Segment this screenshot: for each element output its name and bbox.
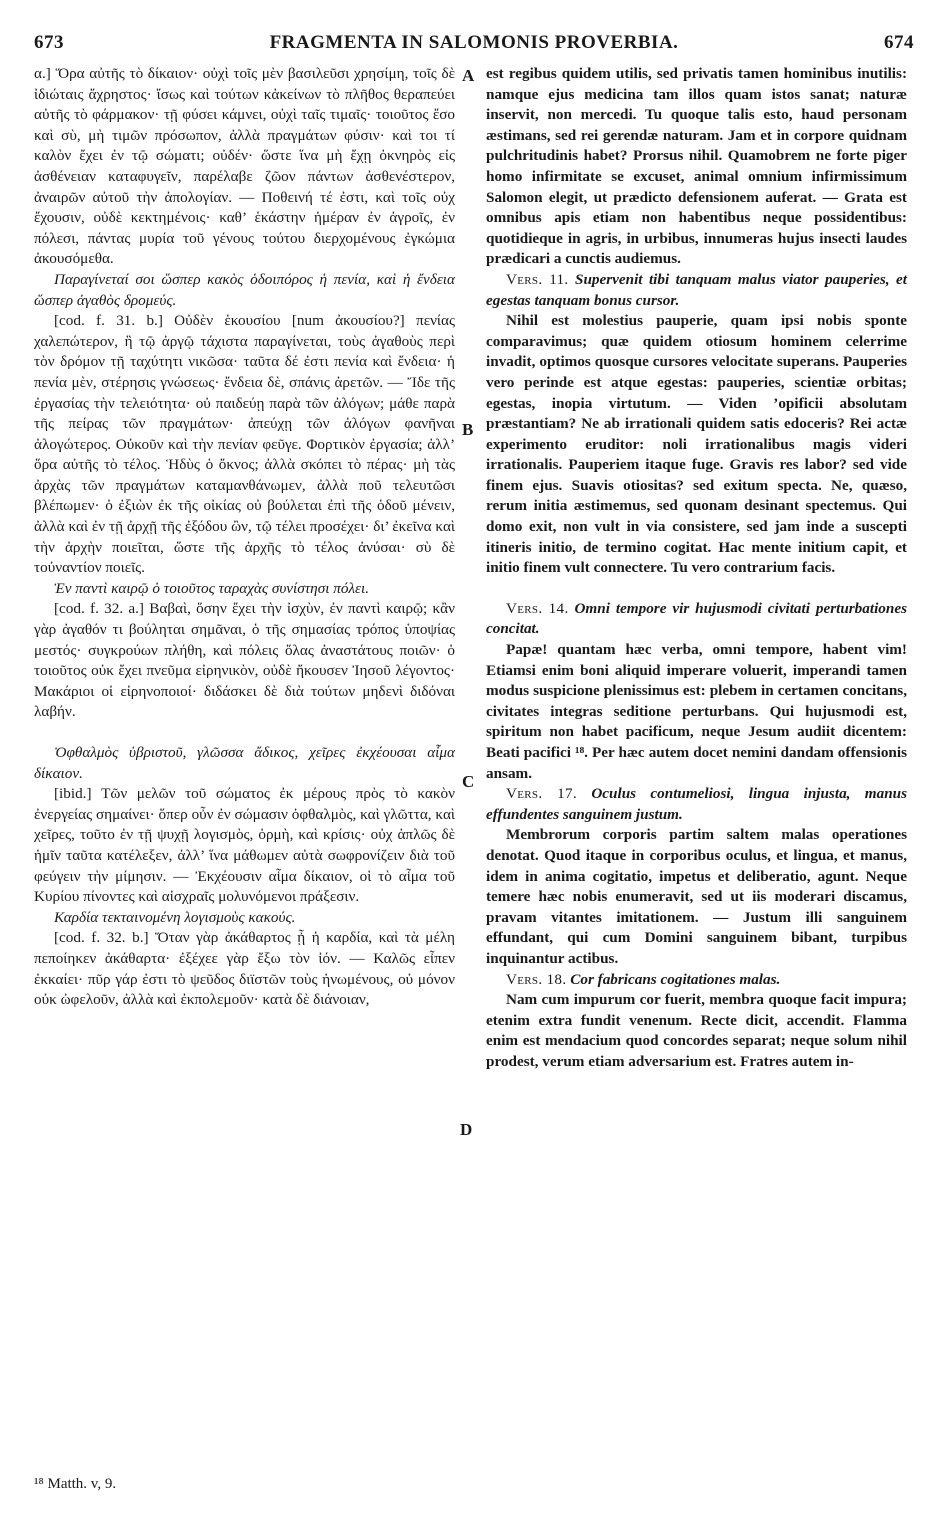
lemma-heading: Ἐν παντὶ καιρῷ ὁ τοιοῦτος ταραχὰς συνίστησι πόλει. [54,579,370,597]
verse-heading [486,599,907,640]
verse-heading [486,270,907,311]
paragraph: Papæ! quantam hæc verba, omni tempore, habent vim! Etiamsi enim boni aliquid imperare voluerit, imperandi tamen modus suspicione plenissimus est: plebem in certamen concitans, civitates integras seditione perturbans. Qui hujusmodi est, spiritum non habet pacificum, neque Jesum audiit dicentem: Beati pacifici ¹⁸. Per hæc autem docet nemini dandam offensionis ansam. [486,641,907,782]
verse-text: Supervenit tibi tanquam malus viator pauperies, et egestas tanquam bonus cursor. [486,270,908,309]
paragraph: [cod. f. 32. a.] Βαβαὶ, ὅσην ἔχει τὴν ἰσχὺν, ἐν παντὶ καιρῷ; κἂν γὰρ ἀγαθόν τι βούληται σημᾶναι, ὁ τῆς σημασίας τρόπος ὑποψίας μεστός· συγκρούων πλήθη, καὶ πόλεις ὅλας ἀναστάτους ποιῶν· ὁ τοιοῦτος οὐκ ἔχει πνεῦμα εἰρηνικὸν, οὐδὲ ἤκουσεν Ἰησοῦ λέγοντος· Μακάριοι οἱ εἰρηνοποιοί· διδάσκει δὲ διὰ τούτων μηδενὶ διδόναι λαβήν. [34,600,455,721]
lemma-heading: Παραγίνεταί σοι ὥσπερ κακὸς ὁδοιπόρος ἡ πενία, καὶ ἡ ἔνδεια ὥσπερ ἀγαθὸς δρομεύς. [34,270,455,309]
verse-number: Vers. 11. [506,270,569,288]
paragraph: Nihil est molestius pauperie, quam ipsi nobis sponte comparavimus; quæ quidem otiosum hominem celerrime invadit, optimos quosque cursores velocitate superans. Pauperies vero perinde est atque egestas: pauperies, scientiæ orbitas; egestas, inopia virtutum. — Viden ’opificii absolutam præstantiam? Ne ab irrationali quidem satis edoceris? Rei actæ experimento eruditor: noli irrationalibus magis videri irrationalis. Pauperiem itaque fuge. Gravis res labor? sed vide finem ejus. Suavis otiositas? sed exitum specta. Ne, quæso, rerum initia æstimemus, sed quonam desinant spectemus. Qui domo exit, non vult in via consistere, sed jam inde a suscepti itineris initio, de termino cogitat. Hac mente initium capit, et initio finem vult connectere. Tu vero contrarium facis. [486,312,907,577]
lemma-heading: Καρδία τεκταινομένη λογισμοὺς κακούς. [54,908,296,926]
section-marker-a: A [462,66,475,85]
paragraph: [cod. f. 31. b.] Οὐδὲν ἑκουσίου [num ἀκουσίου?] πενίας χαλεπώτερον, ἣ τῷ ἀργῷ τάχιστα παραγίνεται, τοὺς ἀγαθοὺς περὶ τὸν δρόμον τῇ ταχύτητι νικῶσα· ταῦτα δέ ἐστι πενία καὶ ἔνδεια· ἡ πενία μὲν, στέρησις γνώσεως· ἔνδεια δὲ, σπάνις ἀρετῶν. — Ἴδε τῆς ἐργασίας τὴν τελειότητα· οὐ παιδεύῃ παρὰ τῶν ἀλόγων; μάθε παρὰ τῆς πείρας τῶν πραγμάτων· ἀπεύχῃ τῶν ἀλόγων φανῆναι ἀλογώτερος. Οὐκοῦν καὶ τὴν πενίαν φεῦγε. Φορτικὸν ἐργασία; ἀλλ’ ὅρα αὐτῆς τὸ τέλος. Ἡδὺς ὁ ὄκνος; ἀλλὰ σκόπει τὸ πέρας· μὴ τὰς ἀρχὰς τῶν πραγμάτων καταμανθάνωμεν, ἀλλὰ ποῦ τελευτῶσι βλέπωμεν· ὁ ἐξιὼν ἐκ τῆς οἰκίας οὐ βούλεται ἐπὶ τῆς ὁδοῦ μένειν, ἀλλὰ καὶ ἐν τῇ ἀρχῇ τῆς ἐξόδου ὢν, τῷ τέλει προσέχει· δι’ ἐκεῖνα καὶ τὴν ἀρχὴν ποιεῖται, ὥστε τῆς ἀρχῆς τὸ τέλος ἀνύσαι· σὺ δὲ τοὐναντίον ποιεῖς. [34,312,455,577]
page-number-left: 673 [34,32,64,53]
verse-number: Vers. 18. [506,970,567,988]
verse-text: Omni tempore vir hujusmodi civitati perturbationes concitat. [486,599,908,638]
section-marker-c: C [462,772,475,791]
spacer [486,579,907,599]
paragraph: [cod. f. 32. b.] Ὅταν γὰρ ἀκάθαρτος ᾖ ἡ καρδία, καὶ τὰ μέλη πεποίηκεν ἀκάθαρτα· ἐξέχεε γὰρ ἔξω τὸν ἰόν. — Καλῶς εἶπεν ἐκκαίει· πῦρ γάρ ἐστι τὸ ψεῦδος διϊστῶν τοὺς ἡνωμένους, οὐ μόνον οὐκ ὠφελοῦν, ἀλλὰ καὶ ἐκπολεμοῦν· κατὰ δὲ διάνοιαν, [34,929,455,1009]
paragraph: Nam cum impurum cor fuerit, membra quoque facit impura; etenim extra fundit venenum. Recte dicit, accendit. Flamma enim est mendacium quod concordes separat; neque solum nihil prodest, verum etiam adversarium est. Fratres autem in- [486,991,907,1070]
paragraph: [ibid.] Τῶν μελῶν τοῦ σώματος ἐκ μέρους πρὸς τὸ κακὸν ἐνεργείας σημαίνει· ὅπερ οὖν ἐν σώμασιν ὀφθαλμὸς, καὶ γλῶττα, καὶ χεῖρες, τοῦτο ἐν τῇ ψυχῇ λογισμὸς, ὁρμὴ, καὶ κρίσις· οὐχ ἁπλῶς δὲ ἡμῖν ταῦτα κατέλεξεν, ἀλλ’ ἵνα μάθωμεν αὐτὰ σωφρονίζειν διὰ τοῦ φεύγειν τὴν μίμησιν. — Ἐκχέουσιν αἷμα δίκαιον, οἱ τὸ αἷμα τοῦ Κυρίου πίνοντες καὶ αἰσχραῖς μολυνόμενοι πράξεσιν. [34,785,455,906]
footnote: ¹⁸ Matth. v, 9. [34,1476,117,1492]
greek-column [34,64,455,1011]
paragraph: est regibus quidem utilis, sed privatis tamen hominibus inutilis: namque ejus medicina tam illos quam istos sanat; naturæ inservit, non mercedi. Tu quoque talis esto, haud personam æstimans, sed rei gerendæ naturam. Jam et in corpore quidnam pulchritudinis habet? Prorsus nihil. Quamobrem ne forte piger homo infirmitate se excuset, animal omnium infirmissimum Salomon elegit, ut prædicto defensionem auferat. — Grata est omnibus apis etiam non habentibus neque possidentibus: quotidieque in agris, in urbibus, innumeras hujus insecti laudes prædicari a cunctis audiemus. [486,65,907,268]
verse-heading [486,970,907,991]
section-marker-d: D [460,1120,473,1139]
spacer [34,723,455,743]
lemma-heading: Ὀφθαλμὸς ὑβριστοῦ, γλῶσσα ἄδικος, χεῖρες ἐκχέουσαι αἷμα δίκαιον. [34,744,455,782]
verse-text: Cor fabricans cogitationes malas. [570,970,781,988]
running-header [34,32,914,62]
page-title: FRAGMENTA IN SALOMONIS PROVERBIA. [269,32,679,53]
verse-number: Vers. 17. [506,785,577,803]
paragraph: α.] Ὅρα αὐτῆς τὸ δίκαιον· οὐχὶ τοῖς μὲν βασιλεῦσι χρησίμη, τοῖς δὲ ἰδιώταις ἄχρηστος· ἴσως καὶ τούτων κἀκείνων τὸ πλῆθος θεραπεύει αὐτῆς τὸ φάρμακον· τῇ φύσει κάμνει, οὐχὶ ταῖς τιμαῖς· τοιοῦτος ἔσο καὶ σὺ, μὴ τιμῶν πρόσωπον, ἀλλὰ πραγμάτων φύσιν· καὶ τοι τί καλὸν ἔχει ἐν τῷ σώματι; οὐδέν· ὥστε ἵνα μὴ ἔχῃ ὀκνηρὸς εἰς ἀσθένειαν καταφυγεῖν, παρέλαβε ζῶον πάντων ἀσθενέστερον, ἀναιρῶν αὐτοῦ τὴν ἀπολογίαν. — Ποθεινή τέ ἐστι, καὶ τοῖς οὐχ ἔχουσιν, οὐδὲ κεκτημένοις· καθ’ ἑκάστην ἡμέραν ἐν ἀγροῖς, ἐν πόλεσι, πάντας μυρία τοῦ γένους τούτου διερχομένους ἐγκώμια ἀκουσόμεθα. [34,65,455,268]
verse-number: Vers. 14. [506,599,569,617]
latin-column [486,64,907,1073]
verse-heading [486,784,907,825]
verse-text: Oculus contumeliosi, lingua injusta, manus effundentes sanguinem justum. [486,785,908,823]
paragraph: Membrorum corporis partim saltem malas operationes denotat. Quod itaque in corporibus oculus, et lingua, et manus, idem in anima cogitatio, impetus et deliberatio, agunt. Neque temere hæc nobis enumeravit, sed ut iis moderari discamus, pravam vitantes imitationem. — Justum illi sanguinem effundant, qui cum Domini sanguinem bibant, turpibus inquinantur actibus. [486,826,907,967]
section-marker-b: B [462,420,474,439]
page-number-right: 674 [883,32,914,53]
